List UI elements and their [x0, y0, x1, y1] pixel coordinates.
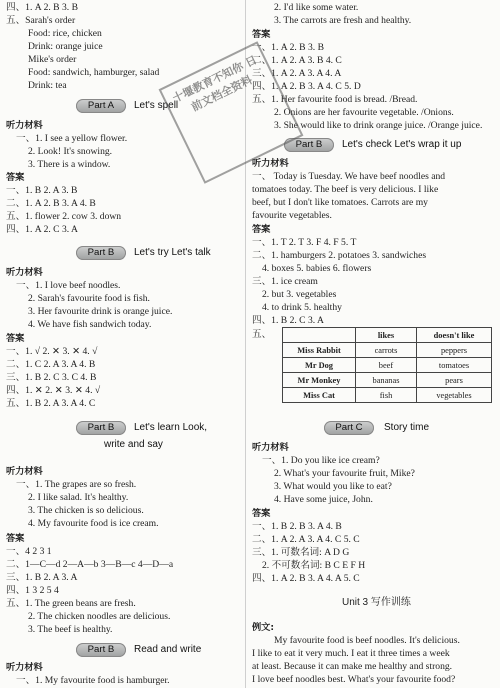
- text-line: 五、1. The green beans are fresh.: [6, 598, 136, 609]
- text-line: 二、1. C 2. A 3. A 4. B: [6, 359, 96, 370]
- text-line: at least. Because it can make me healthy and strong.: [252, 661, 453, 672]
- section-title-line2: write and say: [104, 439, 163, 450]
- section-title: Let's try Let's talk: [134, 247, 211, 258]
- table-row: [283, 358, 492, 373]
- table-cell: Miss Rabbit: [283, 343, 356, 358]
- text-line: 3. The beef is healthy.: [28, 624, 113, 635]
- table-header: doesn't like: [417, 328, 492, 343]
- text-line: 2. Sarah's favourite food is fish.: [28, 293, 150, 304]
- part-pill: Part B: [76, 643, 126, 657]
- text-line: 3. She would like to drink orange juice. /Orange juice.: [274, 120, 483, 131]
- section-title: Let's check Let's wrap it up: [342, 139, 462, 150]
- unit-title: Unit 3 写作训练: [342, 597, 411, 608]
- section-banner: [6, 243, 242, 263]
- text-line: tomatoes today. The beef is very delicious. I like: [252, 184, 439, 195]
- text-line: 一、1. √ 2. ✕ 3. ✕ 4. √: [6, 346, 98, 357]
- text-line: 三、1. 可数名词: A D G: [252, 547, 350, 558]
- table-cell: pears: [417, 373, 492, 388]
- table-cell: [283, 328, 356, 343]
- text-line: 二、1. hamburgers 2. potatoes 3. sandwiches: [252, 250, 427, 261]
- heading: 例文:: [252, 622, 275, 633]
- text-line: 3. The chicken is so delicious.: [28, 505, 144, 516]
- heading: 听力材料: [6, 466, 43, 477]
- text-line: beef, but I don't like tomatoes. Carrots are my: [252, 197, 428, 208]
- table-cell: bananas: [356, 373, 417, 388]
- table-row: [283, 373, 492, 388]
- part-pill: Part A: [76, 99, 126, 113]
- text-line: 三、1. B 2. A 3. A: [6, 572, 78, 583]
- table-row: [283, 328, 492, 343]
- table-cell: Miss Cat: [283, 388, 356, 403]
- text-line: 3. Her favourite drink is orange juice.: [28, 306, 173, 317]
- section-title: Let's learn Look,: [134, 422, 208, 433]
- text-line: 三、1. ice cream: [252, 276, 318, 287]
- text-line: Food: sandwich, hamburger, salad: [28, 67, 160, 78]
- text-line: 4. Have some juice, John.: [274, 494, 373, 505]
- text-line: 一、1. B 2. A 3. B: [6, 185, 78, 196]
- text-line: I love beef noodles best. What's your favourite food?: [252, 674, 456, 685]
- text-line: 2. Look! It's snowing.: [28, 146, 113, 157]
- part-pill: Part C: [324, 421, 374, 435]
- part-pill: Part B: [284, 138, 334, 152]
- text-line: Drink: tea: [28, 80, 67, 91]
- text-line: 2. I'd like some water.: [274, 2, 359, 13]
- text-line: 一、1. I see a yellow flower.: [16, 133, 128, 144]
- text-line: 3. There is a window.: [28, 159, 111, 170]
- text-line: 2. 不可数名词: B C E F H: [262, 560, 366, 571]
- text-line: 五、Sarah's order: [6, 15, 76, 26]
- heading: 听力材料: [6, 120, 43, 131]
- table-row: [283, 343, 492, 358]
- text-line: 三、1. A 2. A 3. A 4. A: [252, 68, 342, 79]
- table-label: 五、: [252, 329, 272, 340]
- text-line: 五、1. flower 2. cow 3. down: [6, 211, 122, 222]
- text-line: 4. My favourite food is ice cream.: [28, 518, 159, 529]
- section-title: Story time: [384, 422, 430, 433]
- section-title: Let's spell: [134, 100, 179, 111]
- watermark-stamp: 十堰教育不知你 日前文档全资料: [159, 41, 304, 184]
- heading: 答案: [252, 224, 271, 235]
- table-cell: Mr Dog: [283, 358, 356, 373]
- text-line: 4. We have fish sandwich today.: [28, 319, 152, 330]
- heading: 听力材料: [252, 442, 289, 453]
- text-line: 一、1. Do you like ice cream?: [262, 455, 380, 466]
- text-line: 二、1—C—d 2—A—b 3—B—c 4—D—a: [6, 559, 174, 570]
- text-line: 4. to drink 5. healthy: [262, 302, 342, 313]
- text-line: 四、1. A 2. C 3. A: [6, 224, 78, 235]
- table-cell: vegetables: [417, 388, 492, 403]
- text-line: 一、1. I love beef noodles.: [16, 280, 121, 291]
- text-line: 四、1. A 2. B 3. A 4. A 5. C: [252, 573, 360, 584]
- text-line: 一、1. A 2. B 3. B: [252, 42, 324, 53]
- part-pill: Part B: [76, 421, 126, 435]
- text-line: 一、4 2 3 1: [6, 546, 52, 557]
- text-line: 2. Onions are her favourite vegetable. /Onions.: [274, 107, 454, 118]
- part-pill: Part B: [76, 246, 126, 260]
- text-line: 四、1. A 2. B 3. B: [6, 2, 78, 13]
- heading: 答案: [6, 333, 25, 344]
- heading: 答案: [252, 29, 271, 40]
- heading: 答案: [6, 533, 25, 544]
- text-line: 五、1. Her favourite food is bread. /Bread.: [252, 94, 418, 105]
- text-line: 二、1. A 2. A 3. A 4. C 5. C: [252, 534, 360, 545]
- text-line: 一、1. The grapes are so fresh.: [16, 479, 137, 490]
- food-preference-table: [282, 327, 492, 403]
- text-line: Mike's order: [28, 54, 77, 65]
- table-cell: carrots: [356, 343, 417, 358]
- section-banner: [252, 418, 496, 438]
- text-line: 一、1. T 2. T 3. F 4. F 5. T: [252, 237, 357, 248]
- table-row: [283, 388, 492, 403]
- heading: 听力材料: [6, 662, 43, 673]
- text-line: 四、1 3 2 5 4: [6, 585, 59, 596]
- text-line: 三、1. B 2. C 3. C 4. B: [6, 372, 97, 383]
- text-line: 四、1. B 2. C 3. A: [252, 315, 324, 326]
- section-banner: [6, 418, 242, 454]
- text-line: 3. What would you like to eat?: [274, 481, 392, 492]
- text-line: 2. but 3. vegetables: [262, 289, 337, 300]
- table-cell: fish: [356, 388, 417, 403]
- table-cell: beef: [356, 358, 417, 373]
- table-header: likes: [356, 328, 417, 343]
- text-line: favourite vegetables.: [252, 210, 332, 221]
- text-line: 4. boxes 5. babies 6. flowers: [262, 263, 372, 274]
- text-line: 3. The carrots are fresh and healthy.: [274, 15, 412, 26]
- text-line: 一、1. My favourite food is hamburger.: [16, 675, 170, 686]
- text-line: 2. The chicken noodles are delicious.: [28, 611, 171, 622]
- table-cell: peppers: [417, 343, 492, 358]
- text-line: Drink: orange juice: [28, 41, 103, 52]
- table-cell: tomatoes: [417, 358, 492, 373]
- heading: 听力材料: [252, 158, 289, 169]
- text-line: My favourite food is beef noodles. It's delicious.: [274, 635, 460, 646]
- text-line: 2. What's your favourite fruit, Mike?: [274, 468, 415, 479]
- text-line: I like to eat it very much. I eat it three times a week: [252, 648, 450, 659]
- section-banner: [6, 640, 242, 660]
- text-line: Food: rice, chicken: [28, 28, 102, 39]
- text-line: 二、1. A 2. A 3. B 4. C: [252, 55, 342, 66]
- heading: 听力材料: [6, 267, 43, 278]
- text-line: 五、1. B 2. A 3. A 4. C: [6, 398, 96, 409]
- text-line: 四、1. A 2. B 3. A 4. C 5. D: [252, 81, 361, 92]
- table-cell: Mr Monkey: [283, 373, 356, 388]
- section-title: Read and write: [134, 644, 202, 655]
- text-line: 一、1. B 2. B 3. A 4. B: [252, 521, 342, 532]
- heading: 答案: [252, 508, 271, 519]
- text-line: 2. I like salad. It's healthy.: [28, 492, 129, 503]
- text-line: 二、1. A 2. B 3. A 4. B: [6, 198, 96, 209]
- heading: 答案: [6, 172, 25, 183]
- text-line: 一、 Today is Tuesday. We have beef noodles and: [252, 171, 446, 182]
- text-line: 四、1. ✕ 2. ✕ 3. ✕ 4. √: [6, 385, 101, 396]
